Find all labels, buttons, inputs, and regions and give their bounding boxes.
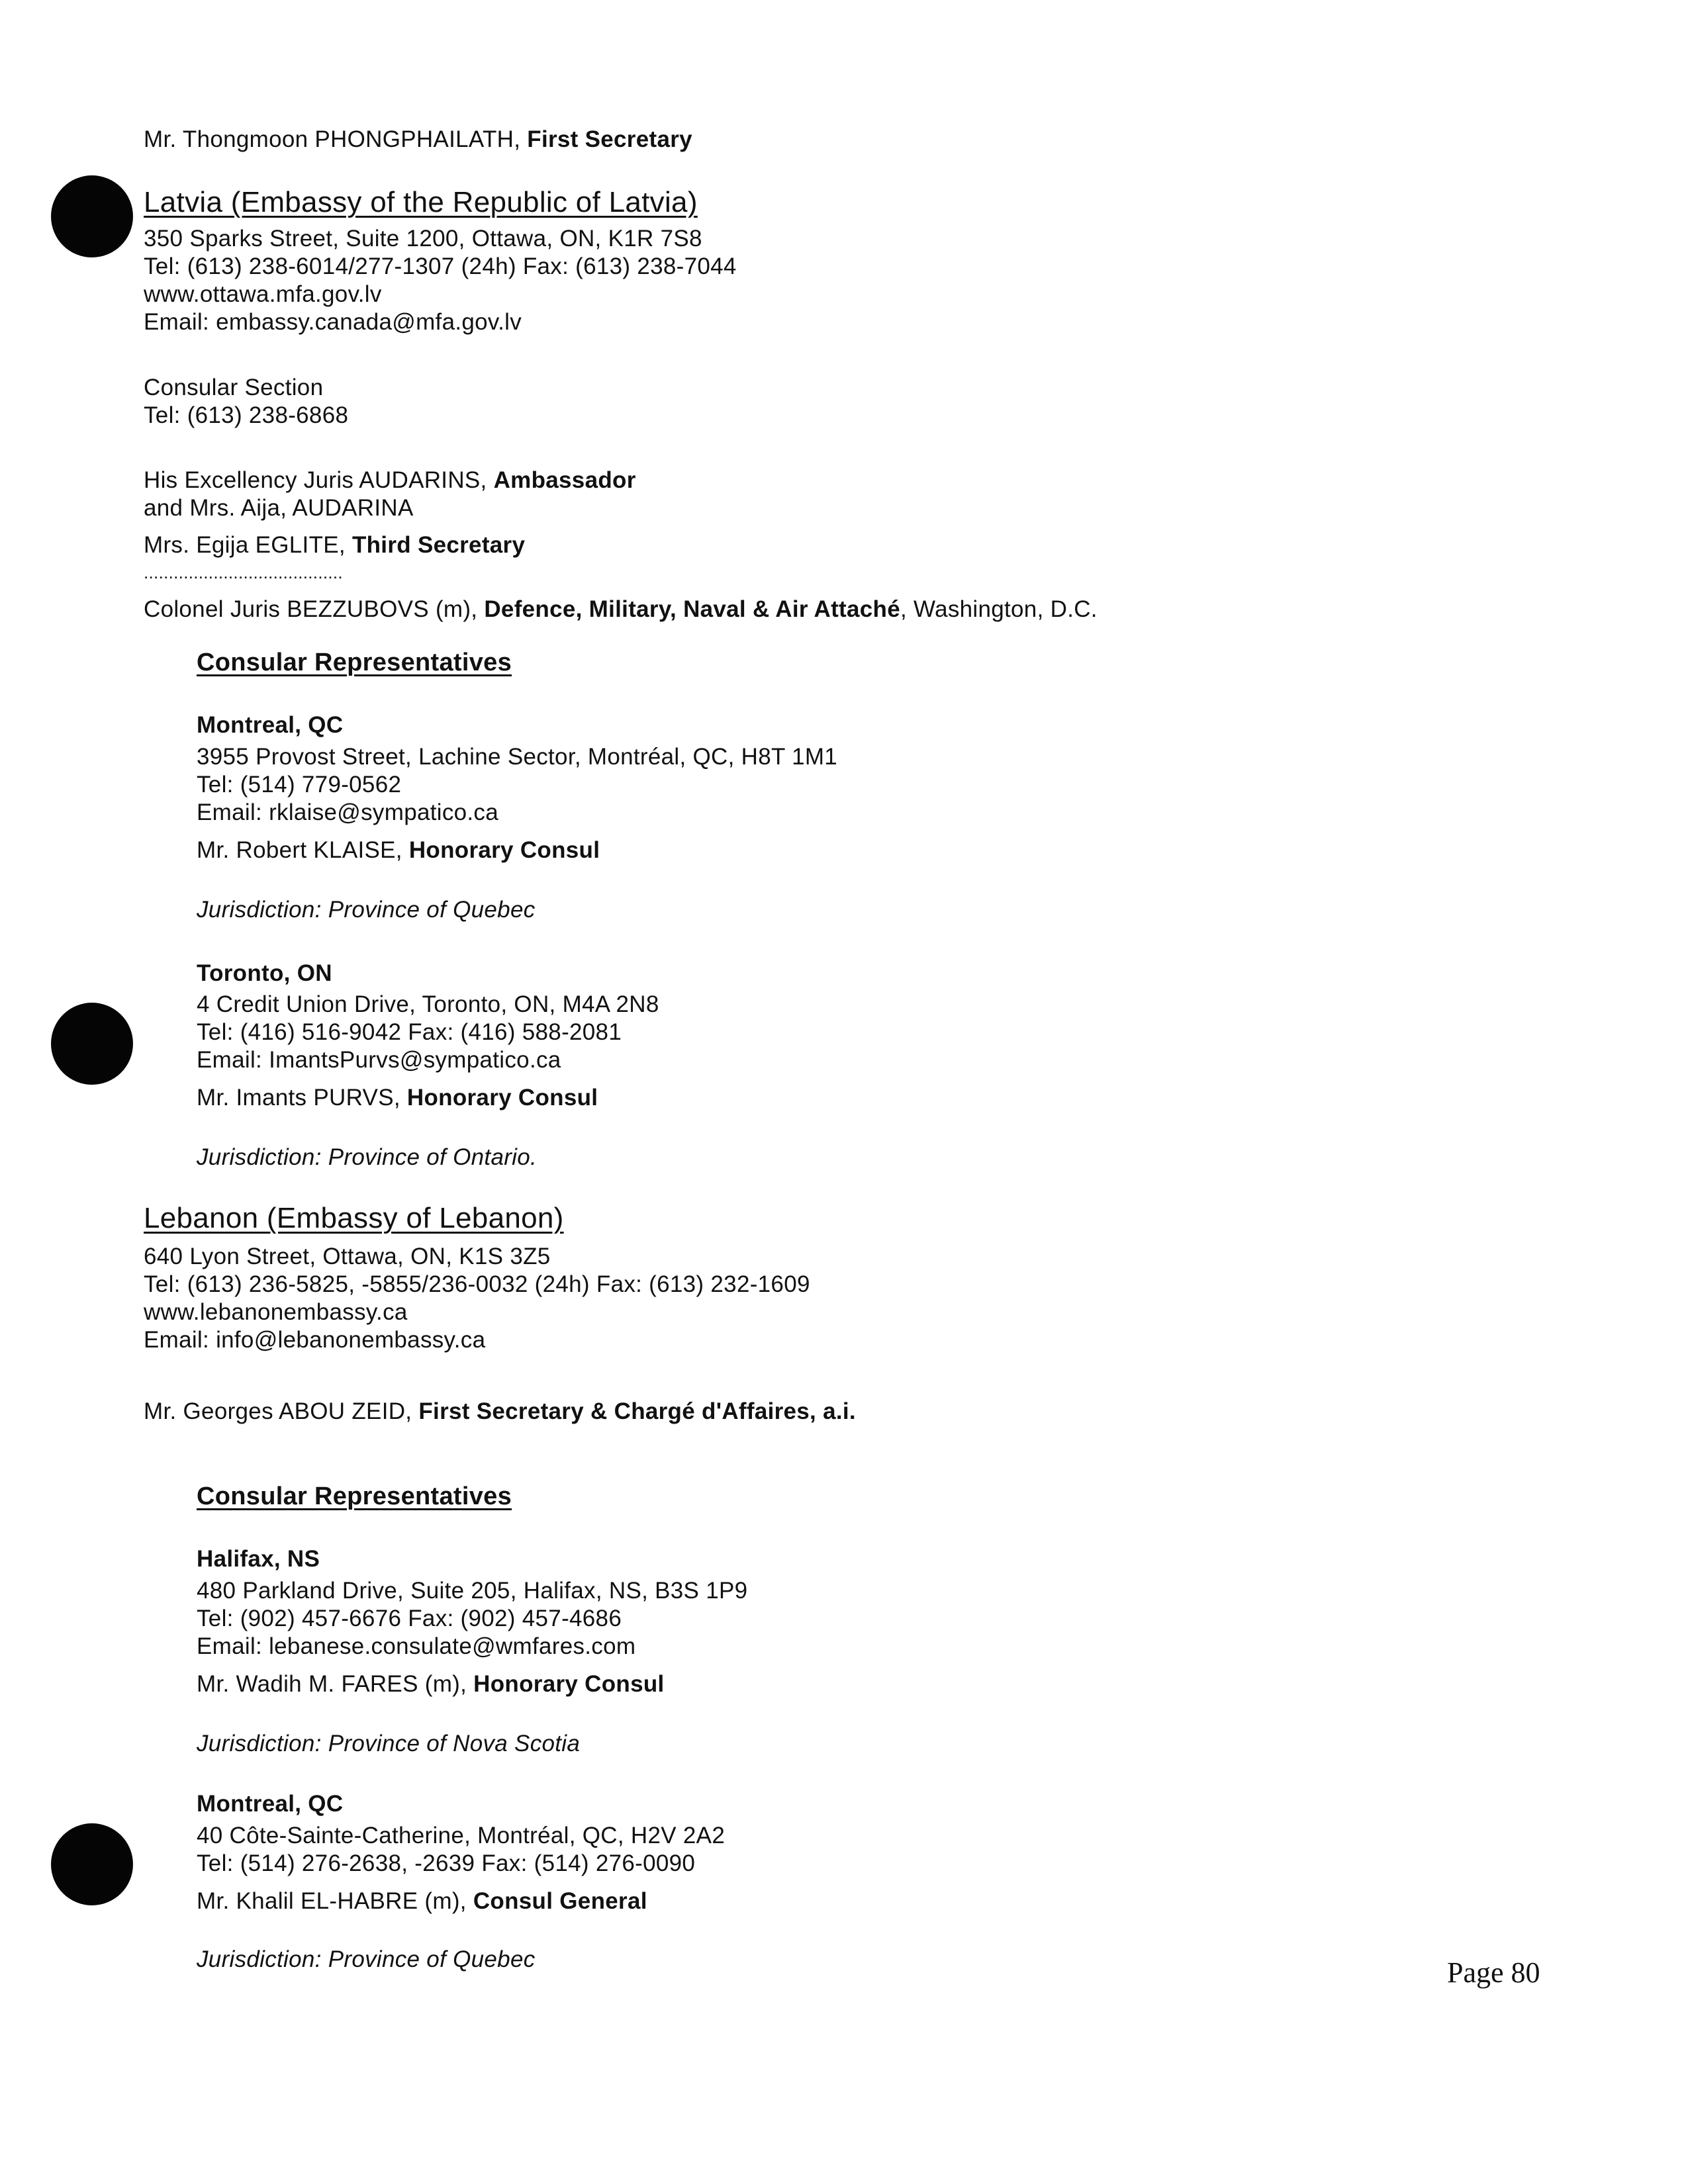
binder-hole [51, 175, 133, 257]
dotted-separator: ........................................ [144, 563, 343, 582]
lebanon-heading: Lebanon (Embassy of Lebanon) [144, 1202, 564, 1234]
page-number: Page 80 [1447, 1956, 1540, 1989]
consulate-city: Montreal, QC [197, 712, 344, 738]
consulate-tel: Tel: (902) 457-6676 Fax: (902) 457-4686 [197, 1606, 622, 1631]
staff-name: Mr. Georges ABOU ZEID, [144, 1398, 419, 1424]
staff-title: First Secretary [527, 126, 692, 152]
staff-line [144, 126, 692, 154]
consulate-city: Halifax, NS [197, 1546, 320, 1572]
staff-line [144, 1398, 856, 1426]
consul-title: Honorary Consul [473, 1671, 665, 1697]
staff-line [144, 494, 414, 522]
consulate-address: 4 Credit Union Drive, Toronto, ON, M4A 2N8 [197, 991, 659, 1017]
latvia-consular-section: Consular Section [144, 375, 324, 400]
latvia-tel: Tel: (613) 238-6014/277-1307 (24h) Fax: (613) 238-7044 [144, 253, 737, 279]
consul-name: Mr. Wadih M. FARES (m), [197, 1671, 474, 1697]
lebanon-address: 640 Lyon Street, Ottawa, ON, K1S 3Z5 [144, 1244, 551, 1269]
consulate-address: 480 Parkland Drive, Suite 205, Halifax, NS, B3S 1P9 [197, 1578, 748, 1604]
consulate-tel: Tel: (514) 779-0562 [197, 772, 402, 797]
lebanon-email: Email: info@lebanonembassy.ca [144, 1327, 486, 1353]
staff-name: Mr. Thongmoon PHONGPHAILATH, [144, 126, 528, 152]
consulate-address: 40 Côte-Sainte-Catherine, Montréal, QC, H2V 2A2 [197, 1823, 726, 1848]
jurisdiction: Jurisdiction: Province of Ontario. [197, 1144, 538, 1170]
consul-title: Honorary Consul [406, 1085, 598, 1111]
consul-line [197, 837, 600, 864]
lebanon-web: www.lebanonembassy.ca [144, 1299, 408, 1325]
staff-line [144, 467, 636, 494]
consulate-city: Montreal, QC [197, 1791, 344, 1817]
consul-title: Consul General [473, 1888, 647, 1914]
consulate-email: Email: ImantsPurvs@sympatico.ca [197, 1047, 561, 1073]
consulate-address: 3955 Provost Street, Lachine Sector, Montréal, QC, H8T 1M1 [197, 744, 838, 770]
consul-line [197, 1670, 665, 1698]
consulate-tel: Tel: (514) 276-2638, -2639 Fax: (514) 276-0090 [197, 1850, 696, 1876]
consulate-email: Email: lebanese.consulate@wmfares.com [197, 1633, 636, 1659]
staff-title: First Secretary & Chargé d'Affaires, a.i. [418, 1398, 856, 1424]
consul-name: Mr. Khalil EL-HABRE (m), [197, 1888, 473, 1914]
consul-name: Mr. Imants PURVS, [197, 1085, 407, 1111]
latvia-address: 350 Sparks Street, Suite 1200, Ottawa, ON, K1R 7S8 [144, 226, 702, 251]
binder-hole [51, 1823, 133, 1905]
staff-title: Defence, Military, Naval & Air Attaché [484, 596, 900, 622]
staff-name: His Excellency Juris AUDARINS, [144, 467, 494, 493]
staff-title: Third Secretary [352, 532, 526, 558]
latvia-email: Email: embassy.canada@mfa.gov.lv [144, 309, 522, 335]
consular-representatives-heading: Consular Representatives [197, 1482, 512, 1510]
attache-line [144, 596, 1098, 623]
staff-title: Ambassador [493, 467, 636, 493]
staff-name: Mrs. Egija EGLITE, [144, 532, 352, 558]
jurisdiction: Jurisdiction: Province of Nova Scotia [197, 1731, 581, 1756]
latvia-heading: Latvia (Embassy of the Republic of Latvia) [144, 186, 698, 218]
staff-name: Colonel Juris BEZZUBOVS (m), [144, 596, 485, 622]
consular-representatives-heading: Consular Representatives [197, 649, 512, 676]
binder-hole [51, 1003, 133, 1085]
consul-name: Mr. Robert KLAISE, [197, 837, 409, 863]
lebanon-tel: Tel: (613) 236-5825, -5855/236-0032 (24h) Fax: (613) 232-1609 [144, 1271, 810, 1297]
consul-line [197, 1084, 598, 1112]
staff-line [144, 531, 525, 559]
consul-title: Honorary Consul [408, 837, 600, 863]
consulate-email: Email: rklaise@sympatico.ca [197, 799, 498, 825]
latvia-consular-tel: Tel: (613) 238-6868 [144, 402, 349, 428]
staff-location: , Washington, D.C. [900, 596, 1098, 622]
consul-line [197, 1888, 647, 1915]
jurisdiction: Jurisdiction: Province of Quebec [197, 897, 536, 923]
consulate-city: Toronto, ON [197, 960, 332, 986]
consulate-tel: Tel: (416) 516-9042 Fax: (416) 588-2081 [197, 1019, 622, 1045]
staff-name: and Mrs. Aija, AUDARINA [144, 495, 414, 521]
latvia-web: www.ottawa.mfa.gov.lv [144, 281, 382, 307]
jurisdiction: Jurisdiction: Province of Quebec [197, 1946, 536, 1972]
